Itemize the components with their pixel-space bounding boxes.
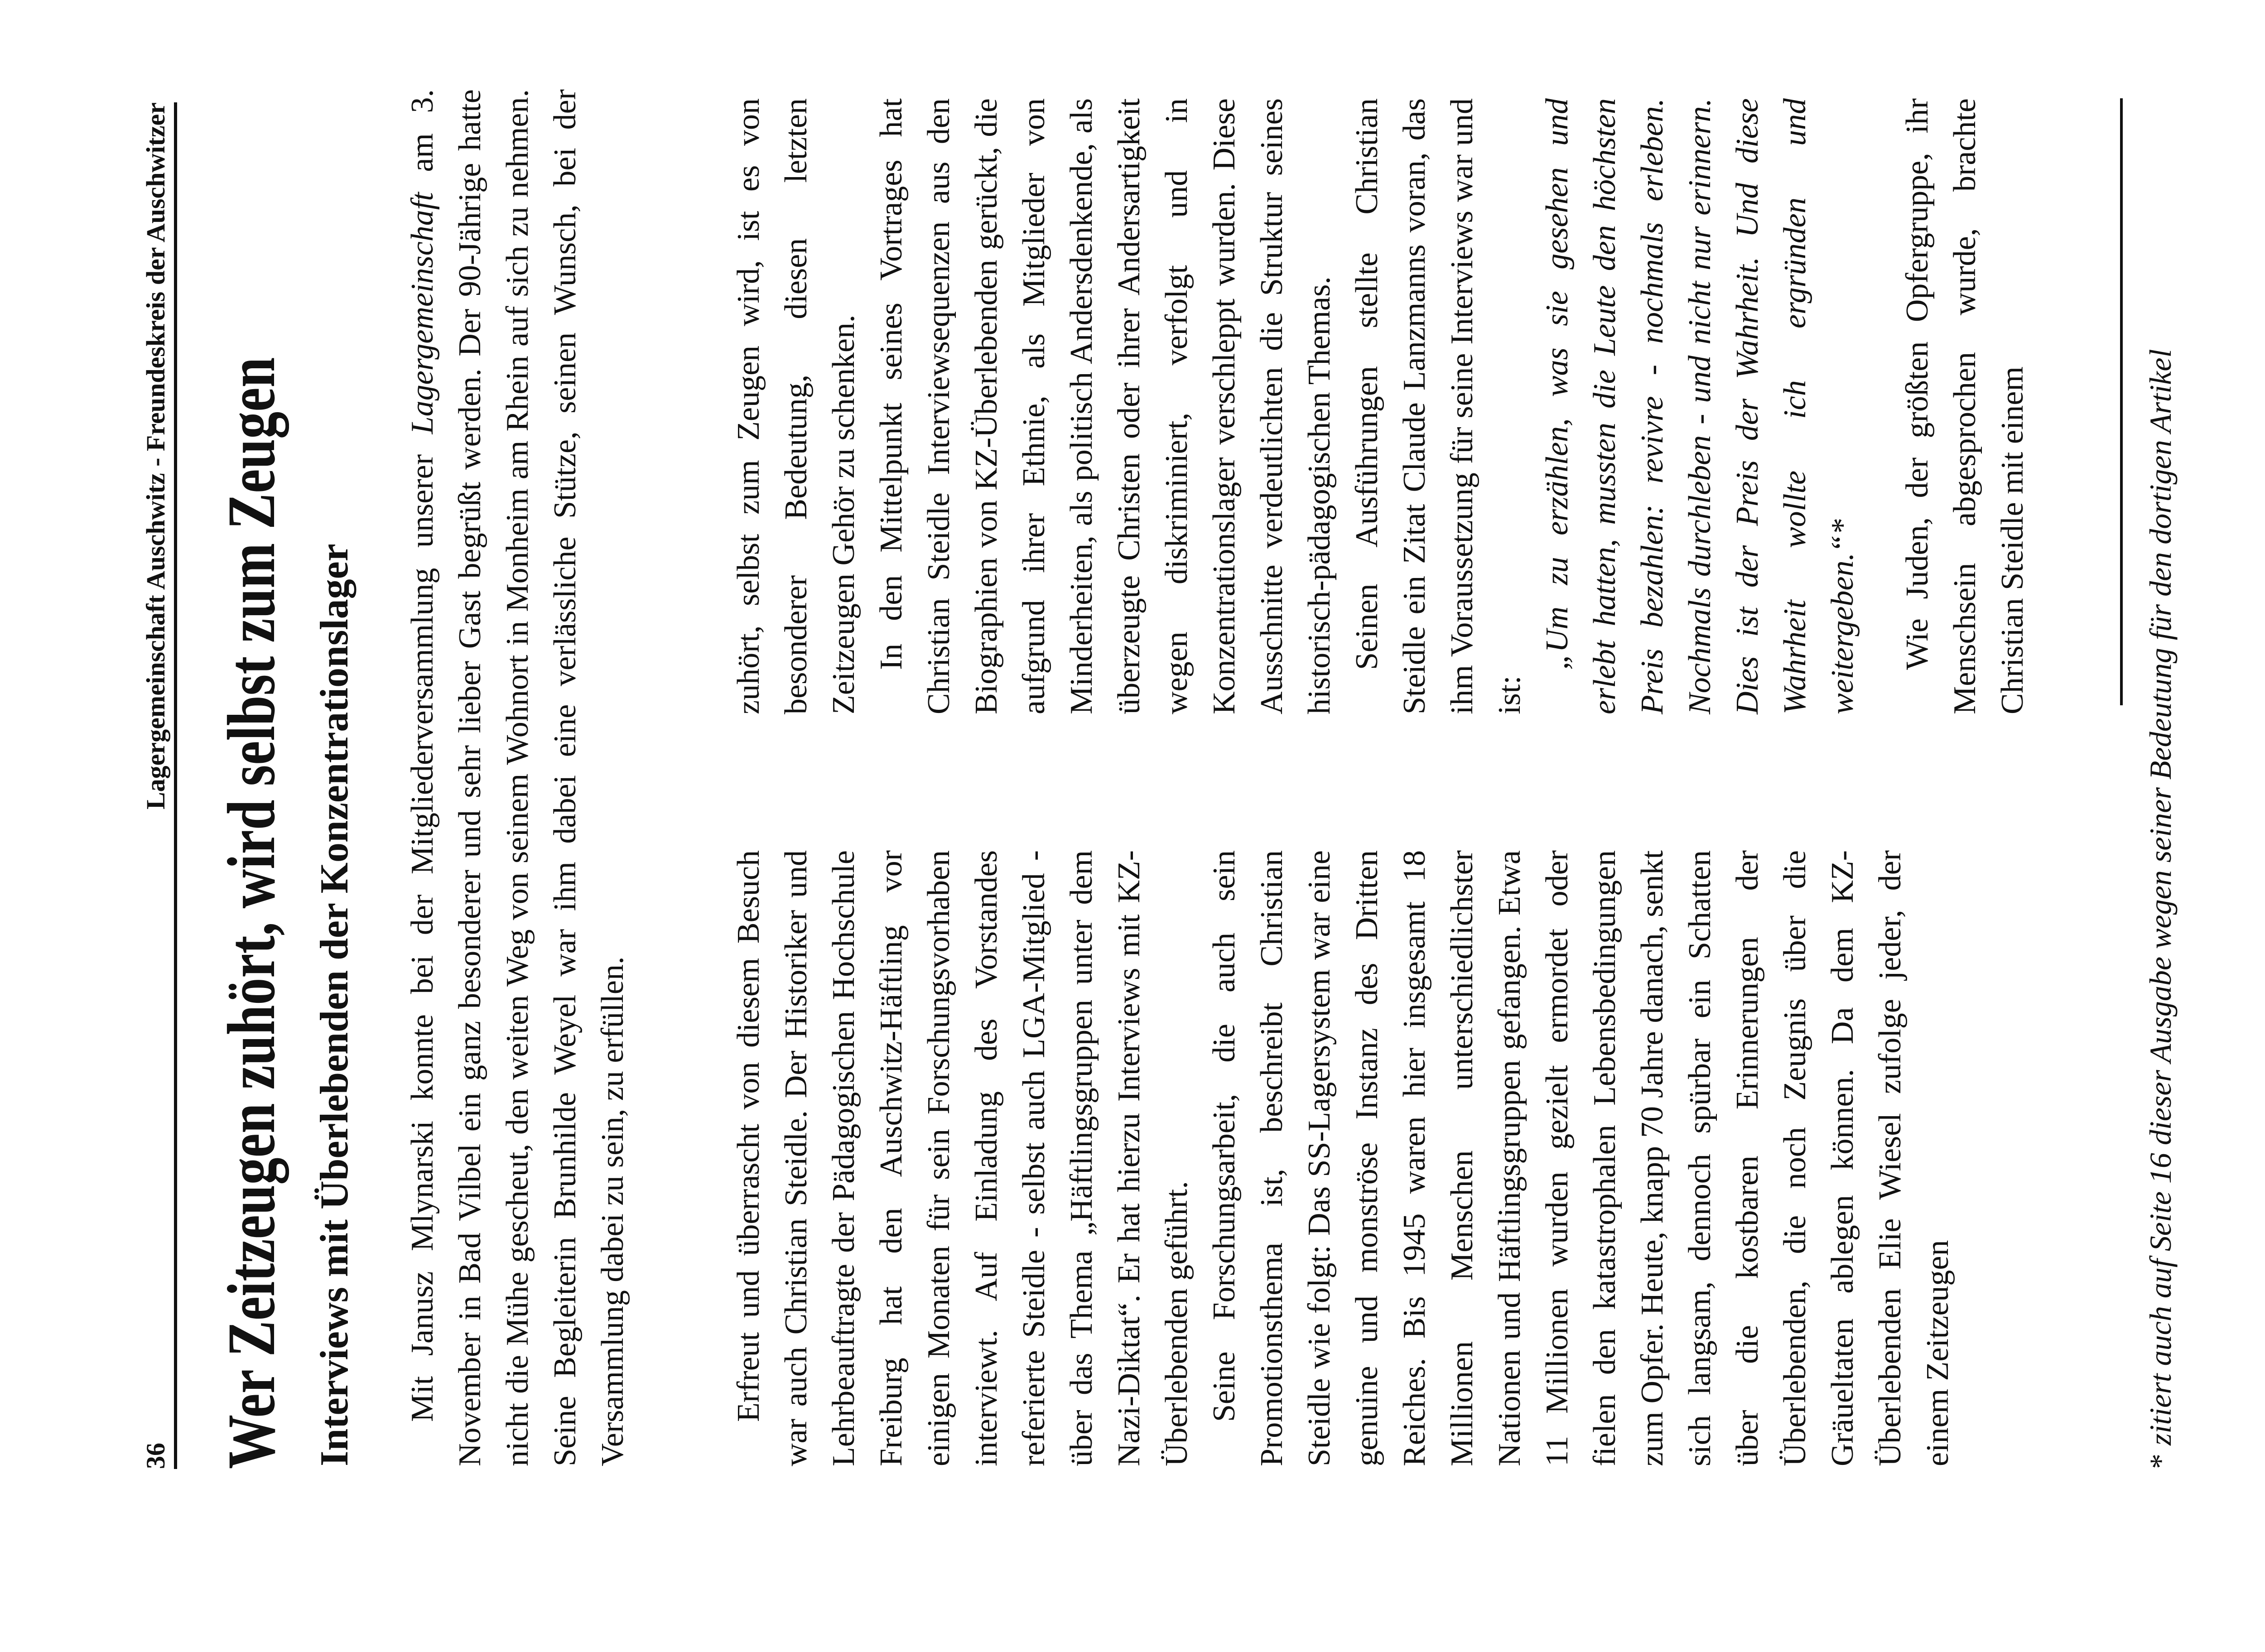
intro-text-end: am 3. November in Bad Vilbel ein ganz besonderer und sehr lieber Gast begrüßt werden. Der 90-Jährige hatte nicht die Mühe gescheut, den weiten Weg von seinem Wohnort in Monheim am Rhein auf sich zu nehmen. Seine Begleiterin Brunhilde Weyel war ihm dabei eine verlässliche Stütze, seinen Wunsch, bei der Versammlung dabei zu sein, zu erfüllen.	[405, 89, 630, 1466]
left-column	[725, 850, 1961, 1466]
article-headline: Wer Zeitzeugen zuhört, wird selbst zum Zeugen	[214, 357, 289, 1469]
article-intro	[399, 89, 636, 1466]
footnote	[2143, 87, 2178, 1469]
footnote-divider	[2120, 98, 2123, 705]
intro-org-name: Lagergemeinschaft	[405, 192, 440, 434]
body-paragraph: Seine Forschungsarbeit, die auch sein Promotionsthema ist, beschreibt Christian Steidle wie folgt: Das SS-Lagersystem war eine genuine und monströse Instanz des Dritten Reiches. Bis 1945 waren hier insgesamt 18 Millionen Menschen unterschiedlichster Nationen und Häftlingsgruppen gefangen. Etwa 11 Millionen wurden gezielt ermordet oder fielen den katastrophalen Lebensbedingungen zum Opfer. Heute, knapp 70 Jahre danach, senkt sich langsam, dennoch spürbar ein Schatten über die kostbaren Erinnerungen der Überlebenden, die noch Zeugnis über die Gräueltaten ablegen können. Da dem KZ-Überlebenden Elie Wiesel zufolge jeder, der einem Zeitzeugen	[1207, 850, 1955, 1466]
article-subtitle: Interviews mit Überlebenden der Konzentrationslager	[313, 544, 357, 1466]
intro-paragraph	[399, 89, 636, 1466]
body-paragraph: In den Mittelpunkt seines Vortrages hat Christian Steidle Interviewsequenzen aus den Biographien von KZ-Überlebenden gerückt, die aufgrund ihrer Ethnie, als Mitglieder von Minderheiten, als politisch Andersdenkende, als überzeugte Christen oder ihrer Andersartigkeit wegen diskriminiert, verfolgt und in Konzentrationslager verschleppt wurden. Diese Ausschnitte verdeutlichten die Struktur seines historisch-pädagogischen Themas.	[874, 98, 1337, 714]
body-paragraph: zuhört, selbst zum Zeugen wird, ist es von besonderer Bedeutung, diesen letzten Zeitzeugen Gehör zu schenken.	[731, 98, 861, 714]
body-paragraph: Erfreut und überrascht von diesem Besuch war auch Christian Steidle. Der Historiker und Lehrbeauftragte der Pädagogischen Hochschule Freiburg hat den Auschwitz-Häftling vor einigen Monaten für sein Forschungsvorhaben interviewt. Auf Einladung des Vorstandes referierte Steidle - selbst auch LGA-Mitglied - über das Thema „Häftlingsgruppen unter dem Nazi-Diktat“. Er hat hierzu Interviews mit KZ-Überlebenden geführt.	[731, 850, 1194, 1466]
lanzmann-quote: „Um zu erzählen, was sie gesehen und erlebt hatten, mussten die Leute den höchsten Preis bezahlen: revivre - nochmals erleben. Nochmals durchleben - und nicht nur erinnern. Dies ist der Preis der Wahrheit. Und diese Wahrheit wollte ich ergründen und weitergeben.“*	[1540, 98, 1860, 714]
footnote-text: zitiert auch auf Seite 16 dieser Ausgabe wegen seiner Bedeutung für den dortigen Artikel	[2143, 349, 2178, 1445]
body-paragraph: Wie Juden, der größten Opfergruppe, ihr Menschsein abgesprochen wurde, brachte Christian Steidle mit einem	[1900, 98, 2030, 714]
footnote-marker: *	[2143, 1454, 2178, 1469]
intro-text-start: Mit Janusz Mlynarski konnte bei der Mitgliederversammlung unserer	[405, 434, 440, 1422]
body-paragraph: Seinen Ausführungen stellte Christian Steidle ein Zitat Claude Lanzmanns voran, das ihm Voraussetzung für seine Interviews war und ist:	[1349, 98, 1527, 714]
running-title: Lagergemeinschaft Auschwitz - Freundeskreis der Auschwitzer	[141, 102, 170, 810]
right-column	[725, 98, 2036, 714]
running-head	[136, 102, 177, 1469]
page-number: 36	[141, 1443, 170, 1469]
